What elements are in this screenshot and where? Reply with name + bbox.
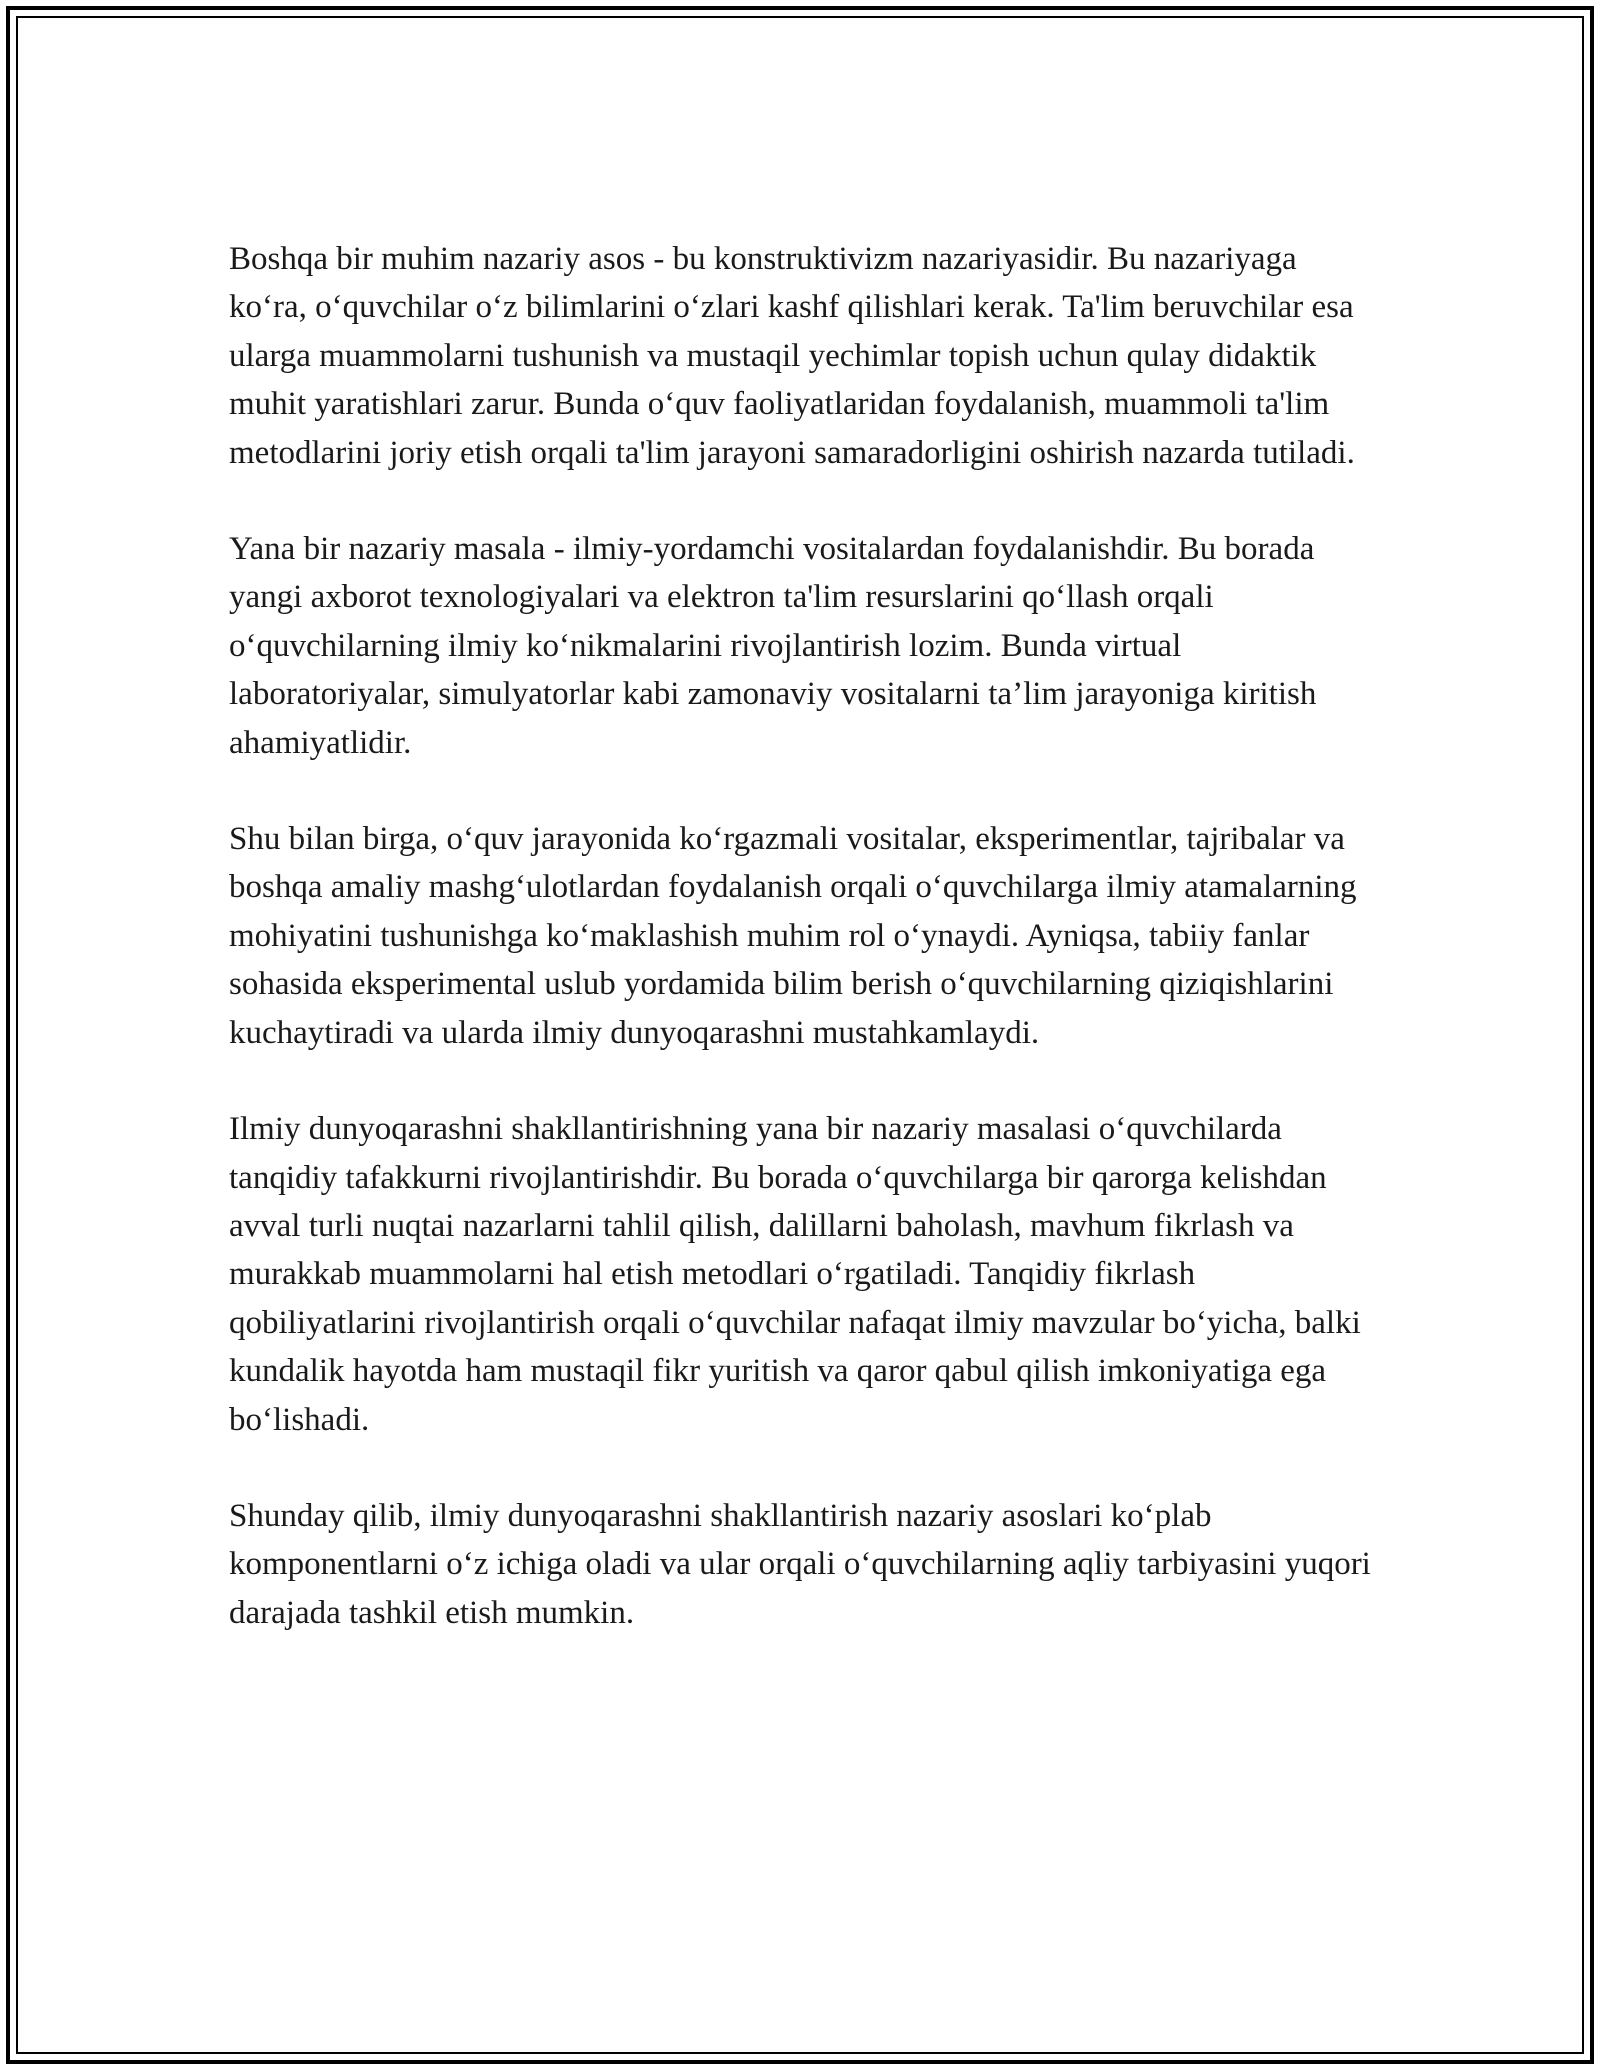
paragraph-visual-aids: Shu bilan birga, o‘quv jarayonida ko‘rgazmali vositalar, eksperimentlar, tajribalar va boshqa amaliy mashg‘ulotlardan foydalanish orqali o‘quvchilarga ilmiy atamalarning mohiyatini tushunishga ko‘maklashish muhim rol o‘ynaydi. Ayniqsa, tabiiy fanlar sohasida eksperimental uslub yordamida bilim berish o‘quvchilarning qiziqishlarini kuchaytiradi va ularda ilmiy dunyoqarashni mustahkamlaydi. (229, 821, 1357, 1051)
paragraph-conclusion: Shunday qilib, ilmiy dunyoqarashni shakllantirish nazariy asoslari ko‘plab komponentlarni o‘z ichiga oladi va ular orqali o‘quvchilarning aqliy tarbiyasini yuqori darajada tashkil etish mumkin. (229, 1497, 1371, 1631)
document-body (229, 235, 1379, 1685)
paragraph-critical-thinking: Ilmiy dunyoqarashni shakllantirishning yana bir nazariy masalasi o‘quvchilarda tanqidiy tafakkurni rivojlantirishdir. Bu borada o‘quvchilarga bir qarorga kelishdan avval turli nuqtai nazarlarni tahlil qilish, dalillarni baholash, mavhum fikrlash va murakkab muammolarni hal etish metodlari o‘rgatiladi. Tanqidiy fikrlash qobiliyatlarini rivojlantirish orqali o‘quvchilar nafaqat ilmiy mavzular bo‘yicha, balki kundalik hayotda ham mustaqil fikr yuritish va qaror qabul qilish imkoniyatiga ega bo‘lishadi. (229, 1111, 1361, 1438)
paragraph-scientific-tools: Yana bir nazariy masala - ilmiy-yordamchi vositalardan foydalanishdir. Bu borada yangi axborot texnologiyalari va elektron ta'lim resurslarini qo‘llash orqali o‘quvchilarning ilmiy ko‘nikmalarini rivojlantirish lozim. Bunda virtual laboratoriyalar, simulyatorlar kabi zamonaviy vositalarni ta’lim jarayoniga kiritish ahamiyatlidir. (229, 531, 1317, 761)
paragraph-constructivism: Boshqa bir muhim nazariy asos - bu konstruktivizm nazariyasidir. Bu nazariyaga ko‘ra, o‘quvchilar o‘z bilimlarini o‘zlari kashf qilishlari kerak. Ta'lim beruvchilar esa ularga muammolarni tushunish va mustaqil yechimlar topish uchun qulay didaktik muhit yaratishlari zarur. Bunda o‘quv faoliyatlaridan foydalanish, muammoli ta'lim metodlarini joriy etish orqali ta'lim jarayoni samaradorligini oshirish nazarda tutiladi. (229, 241, 1355, 471)
